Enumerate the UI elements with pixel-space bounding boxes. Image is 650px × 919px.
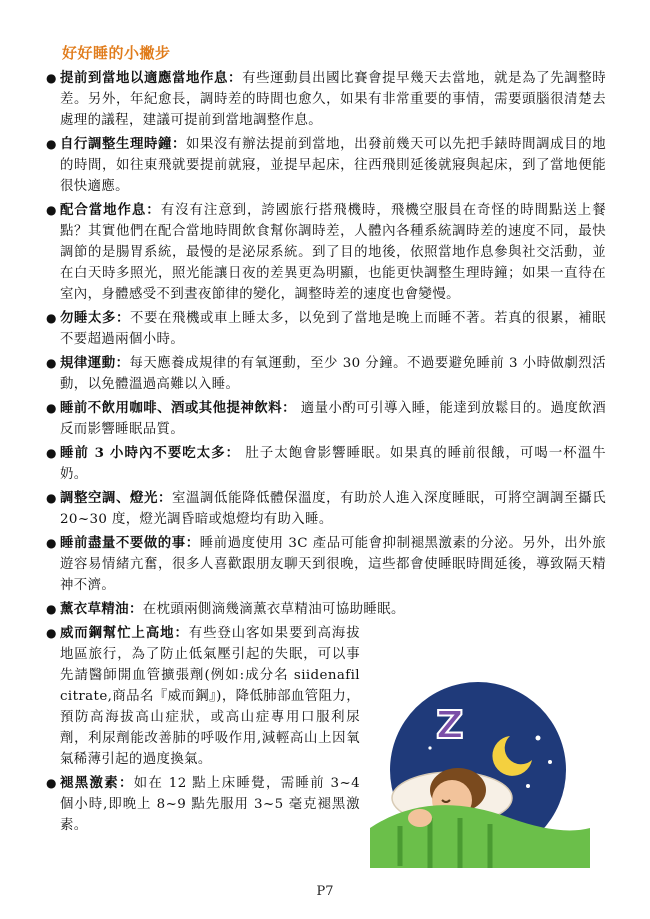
bullet-icon: ● — [46, 626, 57, 640]
bullet-icon: ● — [46, 71, 57, 85]
tip-item — [46, 488, 606, 530]
tip-text: 有些登山客如果要到高海拔地區旅行，為了防止低氣壓引起的失眠，可以事先請醫師開血管擴張劑(例如:成分名 siidenafil citrate,商品名『威而鋼』)，降低肺部血管阻力，預防高海拔高山症狀，或高山症專用口服利尿劑，利尿劑能改善肺的呼吸作用,減輕高山上因氧氣稀薄引起的過度換氣。 — [60, 626, 360, 767]
tip-item — [46, 773, 360, 836]
tip-item — [46, 623, 360, 770]
tip-term: 規律運動： — [60, 355, 130, 371]
bullet-icon: ● — [46, 137, 57, 151]
tip-term: 自行調整生理時鐘： — [60, 136, 187, 152]
bullet-icon: ● — [46, 311, 57, 325]
tip-text: 在枕頭兩側滴幾滴薰衣草精油可協助睡眠。 — [142, 602, 405, 617]
tip-item — [46, 398, 606, 440]
tip-text: 如在 12 點上床睡覺，需睡前 3~4 個小時,即晚上 8~9 點先服用 3~5 毫克褪黑激素。 — [60, 776, 361, 833]
tip-text: 室溫調低能降低體保溫度，有助於人進入深度睡眠，可將空調調至攝氏 20~30 度，燈光調昏暗或熄燈均有助入睡。 — [60, 491, 606, 527]
tip-text: 睡前過度使用 3C 產品可能會抑制褪黑激素的分泌。另外，出外旅遊容易情緒亢奮，很多人喜歡跟朋友聊天到很晚，這些都會使睡眠時間延後，導致隔天精神不濟。 — [60, 536, 606, 593]
bullet-icon: ● — [46, 356, 57, 370]
tip-text: 如果沒有辦法提前到當地，出發前幾天可以先把手錶時間調成目的地的時間，如往東飛就要提前就寢，並提早起床，往西飛則延後就寢與起床，到了當地便能很快適應。 — [60, 137, 606, 194]
tip-text: 肚子太飽會影響睡眠。如果真的睡前很餓，可喝一杯溫牛奶。 — [60, 446, 606, 482]
bullet-icon: ● — [46, 491, 57, 505]
tip-item — [46, 308, 606, 350]
sleep-z-icon: Z — [436, 703, 464, 747]
bullet-icon: ● — [46, 776, 57, 790]
bullet-icon: ● — [46, 602, 57, 616]
tip-term: 褪黑激素： — [60, 775, 134, 791]
tip-item — [46, 533, 606, 596]
tip-item — [46, 443, 606, 485]
tip-item — [46, 599, 606, 620]
tip-term: 睡前盡量不要做的事： — [60, 535, 200, 551]
tip-text: 每天應養成規律的有氧運動，至少 30 分鐘。不過要避免睡前 3 小時做劇烈活動，以免體溫過高難以入睡。 — [60, 356, 606, 392]
blanket — [370, 805, 590, 868]
tip-term: 睡前不飲用咖啡、酒或其他提神飲料： — [60, 400, 296, 416]
bullet-icon: ● — [46, 446, 57, 460]
page-number: P7 — [316, 884, 334, 899]
tip-item — [46, 134, 606, 197]
tip-term: 調整空調、燈光： — [60, 490, 173, 506]
tip-text: 不要在飛機或車上睡太多，以免到了當地是晚上而睡不著。若真的很累，補眠不要超過兩個小時。 — [60, 311, 606, 347]
hand — [408, 809, 432, 827]
tip-item — [46, 68, 606, 131]
tip-term: 睡前 3 小時內不要吃太多： — [60, 445, 241, 461]
tip-term: 提前到當地以適應當地作息： — [60, 70, 243, 86]
tip-term: 薰衣草精油： — [60, 601, 143, 617]
tip-item — [46, 200, 606, 305]
tip-term: 勿睡太多： — [60, 310, 131, 326]
bullet-icon: ● — [46, 536, 57, 550]
tip-item — [46, 353, 606, 395]
bullet-icon: ● — [46, 203, 57, 217]
tip-text: 適量小酌可引導入睡，能達到放鬆目的。過度飲酒反而影響睡眠品質。 — [60, 401, 606, 437]
sleeping-child-illustration — [360, 678, 600, 868]
tip-text: 有些運動員出國比賽會提早幾天去當地，就是為了先調整時差。另外，年紀愈長，調時差的時間也愈久，如果有非常重要的事情，需要頭腦很清楚去處理的議程，建議可提前到當地調整作息。 — [60, 71, 606, 128]
tip-term: 威而鋼幫忙上高地： — [60, 625, 189, 641]
tip-term: 配合當地作息： — [60, 202, 161, 218]
bullet-icon: ● — [46, 401, 57, 415]
tip-text: 有沒有注意到，誇國旅行搭飛機時，飛機空服員在奇怪的時間點送上餐點？其實他們在配合當地時間飲食幫你調時差，人體內各種系統調時差的速度不同，最快調節的是腸胃系統，最慢的是泌尿系統。到了目的地後，依照當地作息參與社交活動，並在白天時多照光，照光能讓日夜的差異更為明顯，也能更快調整生理時鐘；如果一直待在室內，身體感受不到晝夜節律的變化，調整時差的速度也會變慢。 — [60, 203, 606, 302]
page-title: 好好睡的小撇步 — [62, 44, 171, 62]
